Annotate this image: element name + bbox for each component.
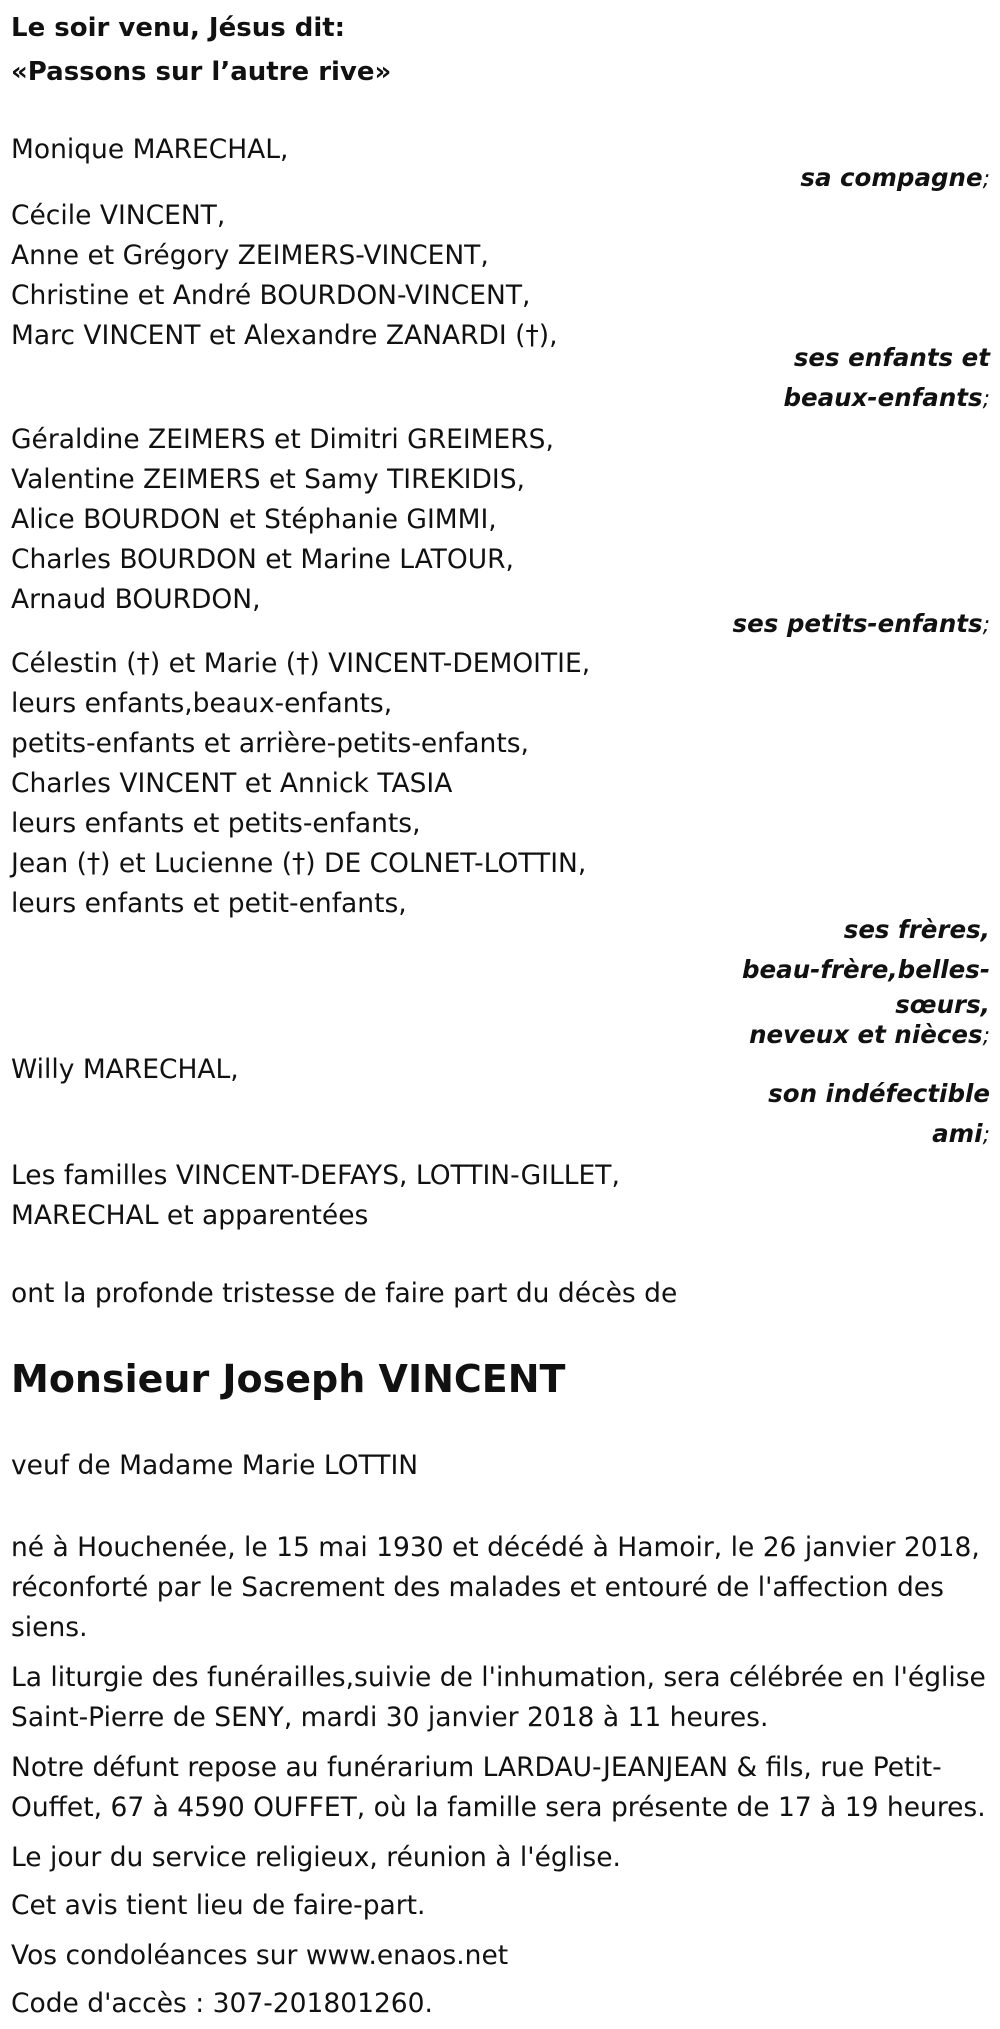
family-member: petits-enfants et arrière-petits-enfants,	[11, 728, 529, 759]
relation-line: ses frères,	[843, 915, 990, 944]
paragraph-access-code: Code d'accès : 307-201801260.	[11, 1988, 433, 2019]
relation-line: beaux-enfants	[783, 383, 983, 412]
family-member: leurs enfants et petits-enfants,	[11, 808, 421, 839]
relation-line: sa compagne	[800, 163, 983, 192]
relation-line: ami	[932, 1119, 983, 1148]
quote-line-2: «Passons sur l’autre rive»	[11, 57, 392, 87]
family-group-children	[11, 196, 558, 356]
family-group-friend	[11, 1050, 239, 1090]
paragraph-funeral-home: Notre défunt repose au funérarium LARDAU-JEANJEAN & fils, rue Petit-Ouffet, 67 à 4590 OUFFET, où la famille sera présente de 17 à 19 heures.	[11, 1752, 986, 1823]
relation-line: sœurs,	[895, 990, 990, 1019]
family-member: Jean (†) et Lucienne (†) DE COLNET-LOTTIN,	[11, 848, 587, 879]
family-member: leurs enfants et petit-enfants,	[11, 888, 407, 919]
family-member: Charles VINCENT et Annick TASIA	[11, 768, 453, 799]
relation-line: son indéfectible	[768, 1079, 990, 1108]
relation-punct: ;	[982, 167, 990, 192]
relation-children	[783, 338, 990, 420]
paragraph-condolences: Vos condoléances sur www.enaos.net	[11, 1940, 509, 1971]
family-group-grandchildren	[11, 420, 554, 620]
relation-punct: ;	[982, 1024, 990, 1049]
paragraph-birth-death: né à Houchenée, le 15 mai 1930 et décédé à Hamoir, le 26 janvier 2018, réconforté par le Sacrement des malades et entouré de l'affection des siens.	[11, 1532, 980, 1643]
family-member: Géraldine ZEIMERS et Dimitri GREIMERS,	[11, 424, 554, 455]
family-member: leurs enfants,beaux-enfants,	[11, 688, 393, 719]
family-member: Willy MARECHAL,	[11, 1054, 239, 1085]
family-group-families	[11, 1156, 620, 1236]
family-member: Arnaud BOURDON,	[11, 584, 261, 615]
family-member: Anne et Grégory ZEIMERS-VINCENT,	[11, 240, 489, 271]
family-group-siblings	[11, 644, 590, 924]
announcement-text: ont la profonde tristesse de faire part du décès de	[11, 1278, 678, 1309]
relation-line: beau-frère,belles-	[742, 955, 990, 984]
paragraph-notice: Cet avis tient lieu de faire-part.	[11, 1890, 426, 1921]
relation-grandchildren	[733, 604, 990, 646]
relation-punct: ;	[982, 387, 990, 412]
relation-line: ses enfants et	[793, 343, 990, 372]
paragraph-reunion: Le jour du service religieux, réunion à l'église.	[11, 1842, 621, 1873]
family-member: Monique MARECHAL,	[11, 134, 289, 165]
family-member: Les familles VINCENT-DEFAYS, LOTTIN-GILLET,	[11, 1160, 620, 1191]
family-member: MARECHAL et apparentées	[11, 1200, 369, 1231]
family-member: Marc VINCENT et Alexandre ZANARDI (†),	[11, 320, 558, 351]
family-member: Charles BOURDON et Marine LATOUR,	[11, 544, 514, 575]
family-member: Célestin (†) et Marie (†) VINCENT-DEMOITIE,	[11, 648, 591, 679]
quote-line-1: Le soir venu, Jésus dit:	[11, 13, 346, 43]
relation-line: ses petits-enfants	[732, 609, 983, 638]
relation-punct: ;	[982, 1123, 990, 1148]
relation-companion	[800, 158, 990, 200]
widower-of: veuf de Madame Marie LOTTIN	[11, 1450, 419, 1481]
relation-siblings	[742, 910, 990, 1052]
family-member: Christine et André BOURDON-VINCENT,	[11, 280, 531, 311]
paragraph-funeral: La liturgie des funérailles,suivie de l'inhumation, sera célébrée en l'église Saint-Pierre de SENY, mardi 30 janvier 2018 à 11 heures.	[11, 1662, 986, 1733]
relation-line: neveux et nièces	[749, 1020, 983, 1049]
family-member: Valentine ZEIMERS et Samy TIREKIDIS,	[11, 464, 525, 495]
family-member: Alice BOURDON et Stéphanie GIMMI,	[11, 504, 497, 535]
family-group-companion	[11, 130, 288, 170]
deceased-name: Monsieur Joseph VINCENT	[11, 1357, 566, 1401]
relation-punct: ;	[982, 613, 990, 638]
relation-friend	[768, 1074, 990, 1156]
family-member: Cécile VINCENT,	[11, 200, 226, 231]
